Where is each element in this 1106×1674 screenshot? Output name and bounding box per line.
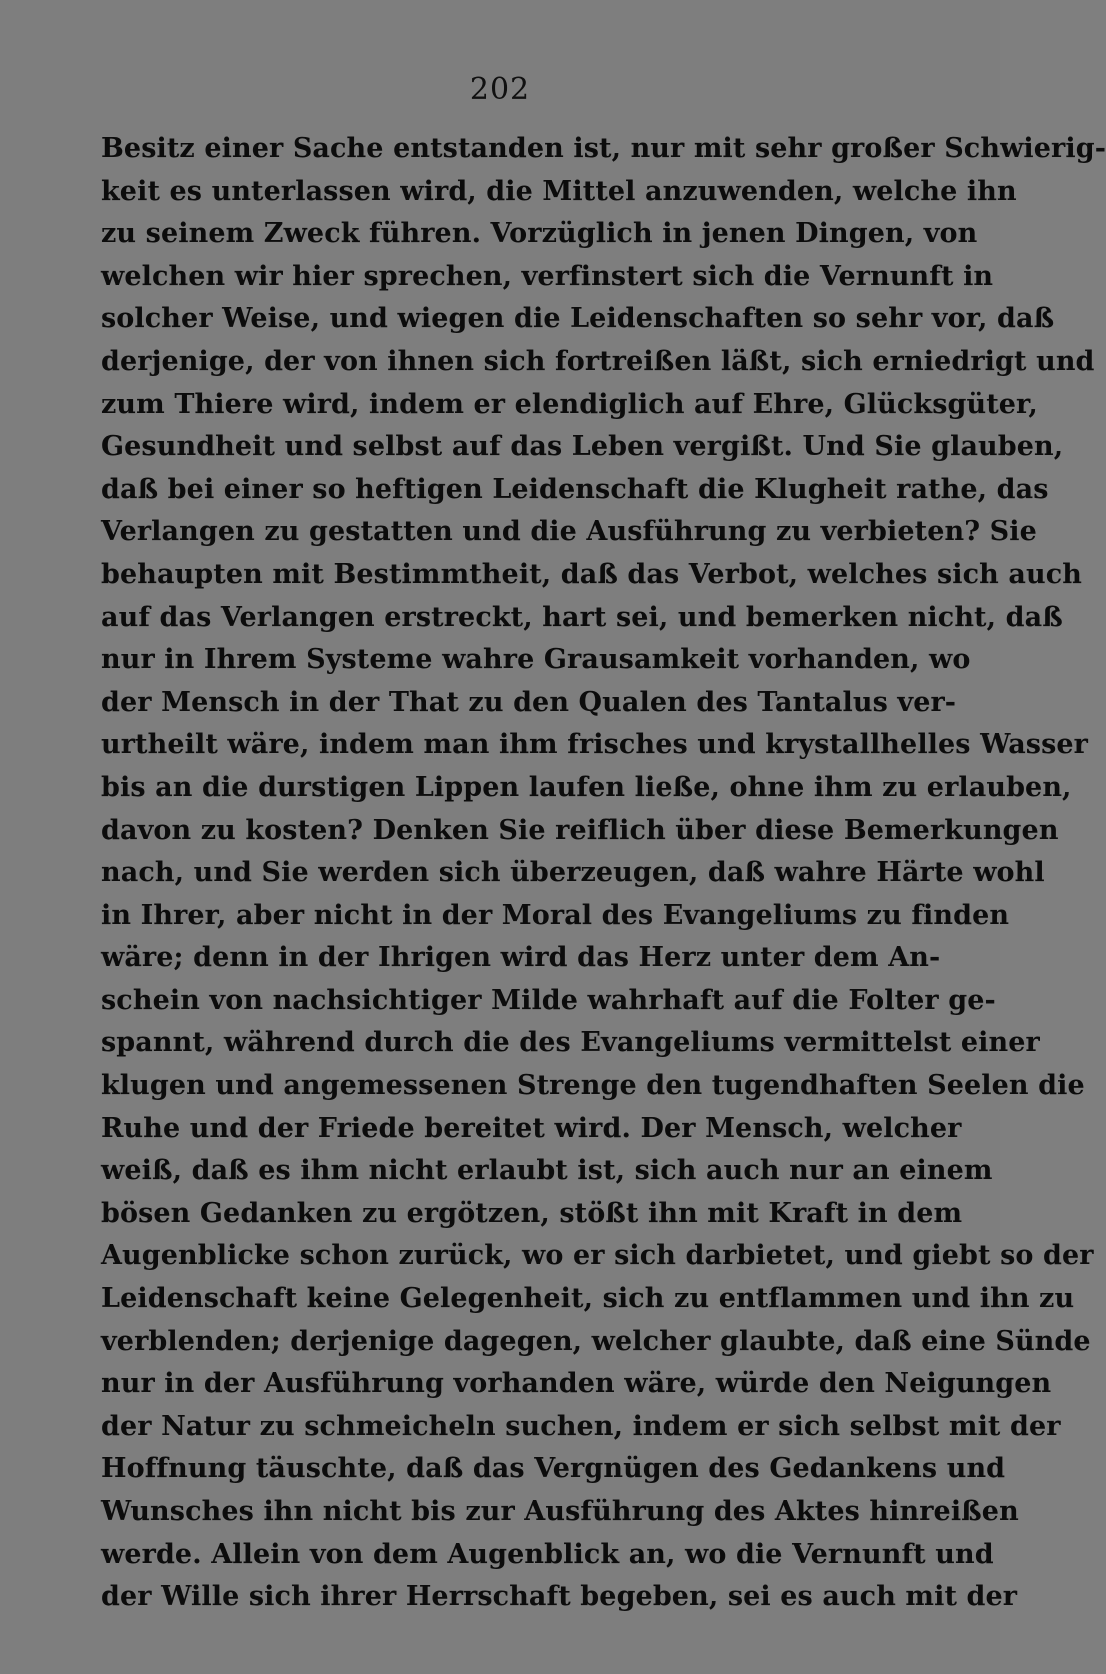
text-line: behaupten mit Bestimmtheit, daß das Verbot, welches sich auch bbox=[101, 558, 1082, 590]
text-line: Wunsches ihn nicht bis zur Ausführung des Aktes hinreißen bbox=[101, 1496, 1019, 1527]
text-line: Leidenschaft keine Gelegenheit, sich zu entflammen und ihn zu bbox=[101, 1283, 1075, 1315]
text-line: Ruhe und der Friede bereitet wird. Der Mensch, welcher bbox=[101, 1112, 962, 1144]
text-line: keit es unterlassen wird, die Mittel anzuwenden, welche ihn bbox=[101, 175, 1017, 207]
text-line: nach, und Sie werden sich überzeugen, daß wahre Härte wohl bbox=[101, 857, 1045, 889]
text-line: verblenden; derjenige dagegen, welcher glaubte, daß eine Sünde bbox=[101, 1325, 1091, 1357]
text-line: Hoffnung täuschte, daß das Vergnügen des Gedankens und bbox=[101, 1453, 1006, 1485]
text-line: nur in Ihrem Systeme wahre Grausamkeit vorhanden, wo bbox=[101, 644, 971, 676]
text-line: klugen und angemessenen Strenge den tugendhaften Seelen die bbox=[101, 1070, 1085, 1102]
text-line: welchen wir hier sprechen, verfinstert sich die Vernunft in bbox=[101, 260, 994, 292]
text-line: Augenblicke schon zurück, wo er sich darbietet, und giebt so der bbox=[101, 1240, 1094, 1272]
text-line: Gesundheit und selbst auf das Leben vergißt. Und Sie glauben, bbox=[101, 431, 1064, 463]
text-line: in Ihrer, aber nicht in der Moral des Evangeliums zu finden bbox=[101, 899, 1010, 931]
text-line: weiß, daß es ihm nicht erlaubt ist, sich auch nur an einem bbox=[101, 1155, 993, 1187]
text-line: wäre; denn in der Ihrigen wird das Herz unter dem An- bbox=[101, 942, 941, 974]
text-line: derjenige, der von ihnen sich fortreißen läßt, sich erniedrigt und bbox=[101, 345, 1095, 377]
text-line: bösen Gedanken zu ergötzen, stößt ihn mit Kraft in dem bbox=[101, 1197, 963, 1229]
text-line: Verlangen zu gestatten und die Ausführung zu verbieten? Sie bbox=[101, 516, 1037, 548]
text-line: solcher Weise, und wiegen die Leidenschaften so sehr vor, daß bbox=[101, 303, 1055, 335]
page-number: 202 bbox=[469, 72, 531, 107]
text-line: davon zu kosten? Denken Sie reiflich über diese Bemerkungen bbox=[101, 814, 1059, 846]
text-line: zu seinem Zweck führen. Vorzüglich in jenen Dingen, von bbox=[101, 218, 978, 250]
text-line: schein von nachsichtiger Milde wahrhaft auf die Folter ge- bbox=[101, 984, 996, 1016]
text-line: urtheilt wäre, indem man ihm frisches und krystallhelles Wasser bbox=[101, 729, 1088, 761]
text-line: bis an die durstigen Lippen laufen ließe, ohne ihm zu erlauben, bbox=[101, 771, 1072, 803]
text-line: auf das Verlangen erstreckt, hart sei, und bemerken nicht, daß bbox=[101, 601, 1063, 633]
body-text bbox=[101, 128, 1106, 1619]
text-line: werde. Allein von dem Augenblick an, wo die Vernunft und bbox=[101, 1538, 994, 1570]
text-line: der Natur zu schmeicheln suchen, indem er sich selbst mit der bbox=[101, 1410, 1061, 1442]
text-line: der Mensch in der That zu den Qualen des Tantalus ver- bbox=[101, 686, 957, 718]
text-line: zum Thiere wird, indem er elendiglich auf Ehre, Glücksgüter, bbox=[101, 388, 1038, 420]
text-line: spannt, während durch die des Evangeliums vermittelst einer bbox=[101, 1027, 1040, 1059]
text-line: Besitz einer Sache entstanden ist, nur mit sehr großer Schwierig- bbox=[101, 133, 1106, 164]
text-line: nur in der Ausführung vorhanden wäre, würde den Neigungen bbox=[101, 1368, 1052, 1400]
text-line: der Wille sich ihrer Herrschaft begeben, sei es auch mit der bbox=[101, 1581, 1018, 1613]
text-line: daß bei einer so heftigen Leidenschaft die Klugheit rathe, das bbox=[101, 473, 1049, 505]
